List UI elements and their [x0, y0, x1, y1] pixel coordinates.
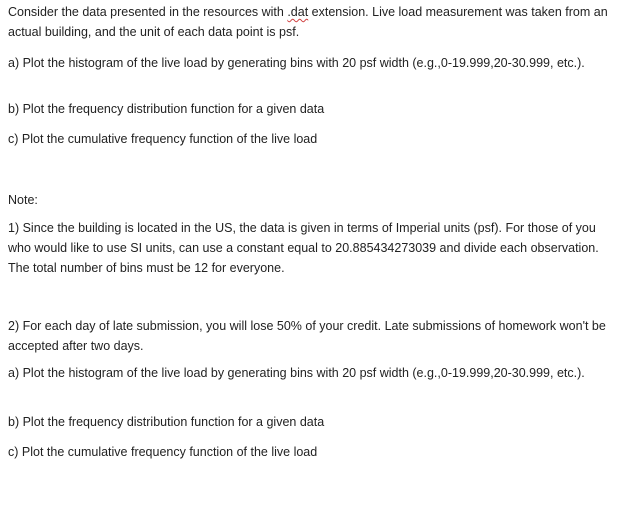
note-heading: Note:	[8, 193, 38, 207]
spellcheck-word: .dat	[287, 5, 309, 19]
note-item-2: 2) For each day of late submission, you will lose 50% of your credit. Late submissions of homework won't be accepted after two days.	[8, 319, 606, 353]
question-b-repeat: b) Plot the frequency distribution function for a given data	[8, 415, 325, 429]
question-a-repeat: a) Plot the histogram of the live load by generating bins with 20 psf width (e.g.,0-19.999,20-30.999, etc.).	[8, 366, 585, 380]
note-item-1: 1) Since the building is located in the US, the data is given in terms of Imperial units (psf). For those of you who would like to use SI units, can use a constant equal to 20.885434273039 and divide each observation. The total number of bins must be 12 for everyone.	[8, 221, 599, 275]
question-c: c) Plot the cumulative frequency function of the live load	[8, 132, 318, 146]
question-c-repeat: c) Plot the cumulative frequency function of the live load	[8, 445, 318, 459]
intro-text-before: Consider the data presented in the resources with	[8, 5, 288, 19]
question-a: a) Plot the histogram of the live load by generating bins with 20 psf width (e.g.,0-19.999,20-30.999, etc.).	[8, 56, 585, 70]
question-b: b) Plot the frequency distribution function for a given data	[8, 102, 325, 116]
intro-paragraph	[8, 2, 620, 42]
intro-text-after: extension. Live load measurement was taken from an actual building, and the unit of each data point is psf.	[8, 5, 608, 39]
